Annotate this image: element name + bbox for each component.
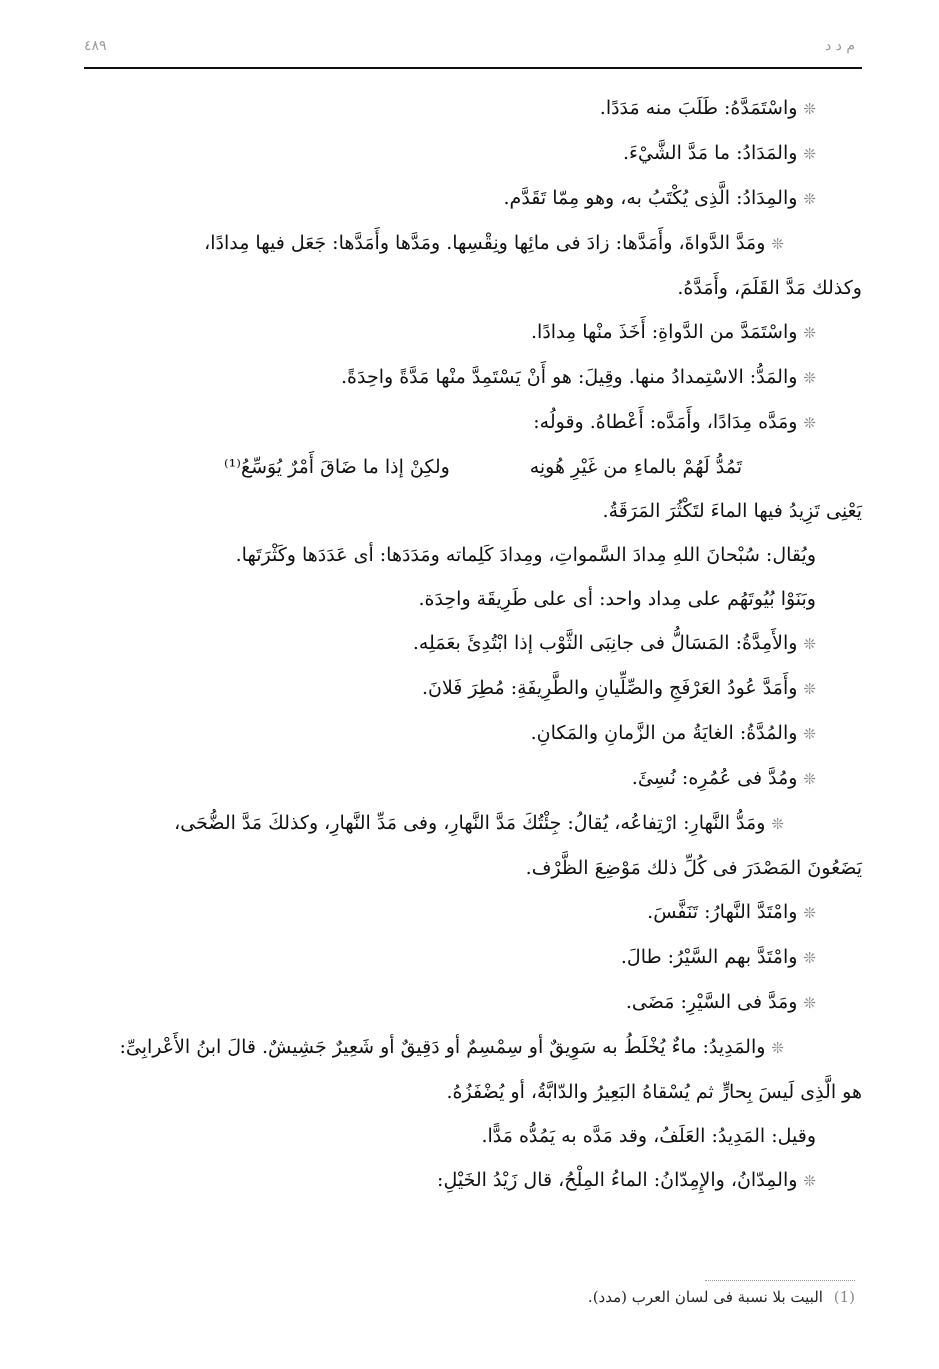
line-text: وقيل: المَدِيدُ: العَلَفُ، وقد مَدَّه به يَمُدُّه مَدًّا. (481, 1125, 816, 1147)
line-text: واسْتَمَدَّهُ: طَلَبَ منه مَدَدًا. (599, 97, 798, 119)
star-ornament-icon: ❊ (771, 235, 784, 253)
line-text: والمَدَادُ: ما مَدَّ الشَّيْءَ. (623, 142, 798, 164)
verse-second-hemistich: ولكِنْ إذا ما ضَاقَ أَمْرٌ يُوَسِّعُ⁽¹⁾ (224, 456, 450, 478)
star-ornament-icon: ❊ (803, 324, 816, 342)
header-rule (84, 67, 862, 69)
line-text: ومَدَّ الدَّواةَ، وأَمَدَّها: زادَ فى مائِها ونِقْسِها. ومَدَّها وأَمَدَّها: جَعَل فيها مِدادًا، (204, 232, 766, 254)
text-line (84, 489, 862, 533)
paragraphs-block-2 (84, 489, 862, 1203)
text-line (84, 1158, 862, 1203)
verse-first-hemistich: تَمُدُّ لَهُمْ بالماءِ من غَيْرِ هُونِه (529, 456, 742, 478)
line-text: وامْتَدَّ بهم السَّيْرُ: طالَ. (620, 946, 798, 968)
line-text: والمَدُّ: الاسْتِمدادُ منها. وقِيلَ: هو أَنْ يَسْتَمِدَّ منْها مَدَّةً واحِدَةً. (340, 366, 798, 388)
star-ornament-icon: ❊ (803, 949, 816, 967)
text-line (84, 176, 862, 221)
star-ornament-icon: ❊ (803, 369, 816, 387)
star-ornament-icon: ❊ (803, 190, 816, 208)
text-line (84, 400, 862, 445)
line-text: وكذلك مَدَّ القَلَمَ، وأَمَدَّهُ. (677, 277, 862, 299)
star-ornament-icon: ❊ (803, 1172, 816, 1190)
line-text: ويُقال: سُبْحانَ اللهِ مِدادَ السَّمواتِ، ومِدادَ كَلِماته ومَدَدَها: أى عَدَدَها وكَثْرَتَها. (235, 544, 816, 566)
text-line (84, 1025, 862, 1070)
text-line (84, 533, 862, 577)
star-ornament-icon: ❊ (803, 414, 816, 432)
text-line (84, 131, 862, 176)
text-line (84, 846, 862, 890)
line-text: ومَدُّ النَّهارِ: ارْتِفاعُه، يُقالُ: جِئْتُكَ مَدَّ النَّهارِ، وفى مَدِّ النَّهارِ، وكذلكَ مَدَّ الضُّحَى، (174, 812, 766, 834)
running-header: م د د (824, 38, 855, 54)
footnote (77, 1288, 855, 1306)
star-ornament-icon: ❊ (803, 145, 816, 163)
footnote-text: البيت بلا نسبة فى لسان العرب (مدد). (587, 1288, 823, 1306)
line-text: يَضَعُونَ المَصْدَرَ فى كُلِّ ذلك مَوْضِعَ الظَّرْف. (525, 857, 862, 879)
line-text: يَعْنِى تَزِيدُ فيها الماءَ لتَكْثُرَ المَرَقَةُ. (602, 500, 862, 522)
line-text: واسْتَمَدَّ من الدَّواةِ: أَخَذَ منْها مِدادًا. (531, 321, 798, 343)
verse (84, 445, 862, 489)
star-ornament-icon: ❊ (803, 994, 816, 1012)
text-line (84, 1114, 862, 1158)
text-line (84, 1070, 862, 1114)
line-text: والأَمِدَّةُ: المَسَالُّ فى جانِبَى الثَّوْب إذا ابْتُدِئَ بعَمَلِه. (412, 632, 798, 654)
body-text (84, 86, 862, 1203)
text-line (84, 756, 862, 801)
page-number: ٤٨٩ (84, 38, 107, 54)
line-text: وامْتَدَّ النَّهارُ: تَنَفَّسَ. (647, 901, 798, 923)
line-text: ومَدَّ فى السَّيْرِ: مَضَى. (625, 991, 798, 1013)
paragraphs-block-1 (84, 86, 862, 445)
star-ornament-icon: ❊ (803, 680, 816, 698)
text-line (84, 86, 862, 131)
text-line (84, 266, 862, 310)
line-text: ومُدَّ فى عُمُرِه: نُسِئَ. (631, 767, 798, 789)
text-line (84, 935, 862, 980)
line-text: والمِدَادُ: الَّذِى يُكْتَبُ به، وهو مِمّا تَقَدَّم. (503, 187, 798, 209)
text-line (84, 355, 862, 400)
line-text: هو الَّذِى لَيسَ بِحارٍّ ثم يُسْقاهُ البَعِيرُ والدّابَّةُ، أو يُضْفَزُهُ. (446, 1081, 862, 1103)
text-line (84, 310, 862, 355)
text-line (84, 666, 862, 711)
text-line (84, 221, 862, 266)
text-line (84, 801, 862, 846)
footnote-rule (705, 1280, 855, 1281)
text-line (84, 711, 862, 756)
star-ornament-icon: ❊ (803, 635, 816, 653)
star-ornament-icon: ❊ (803, 770, 816, 788)
line-text: وأَمَدَّ عُودُ العَرْفَجِ والصِّلِّيانِ والطَّرِيفَةِ: مُطِرَ فَلانَ. (421, 677, 798, 699)
text-line (84, 621, 862, 666)
line-text: والمُدَّةُ: الغايَةُ من الزَّمانِ والمَكانِ. (530, 722, 798, 744)
line-text: وبَنَوْا بُيُوتَهُم على مِداد واحد: أى على طَرِيقَة واحِدَة. (418, 588, 816, 610)
text-line (84, 577, 862, 621)
text-line (84, 890, 862, 935)
star-ornament-icon: ❊ (803, 725, 816, 743)
line-text: والمِدّانُ، والإِمِدّانُ: الماءُ المِلْحُ، قال زَيْدُ الخَيْلِ: (437, 1169, 798, 1191)
line-text: والمَدِيدُ: ماءٌ يُخْلَطُ به سَوِيقٌ أو سِمْسِمٌ أو دَقِيقٌ أو شَعِيرٌ جَشِيشٌ. قالَ ابنُ الأَعْرابِىِّ: (119, 1036, 766, 1058)
line-text: ومَدَّه مِدَادًا، وأَمَدَّه: أَعْطاهُ. وقولُه: (533, 411, 798, 433)
text-line (84, 980, 862, 1025)
star-ornament-icon: ❊ (803, 100, 816, 118)
footnote-mark: (1) (833, 1288, 855, 1306)
star-ornament-icon: ❊ (803, 904, 816, 922)
star-ornament-icon: ❊ (771, 815, 784, 833)
star-ornament-icon: ❊ (771, 1039, 784, 1057)
